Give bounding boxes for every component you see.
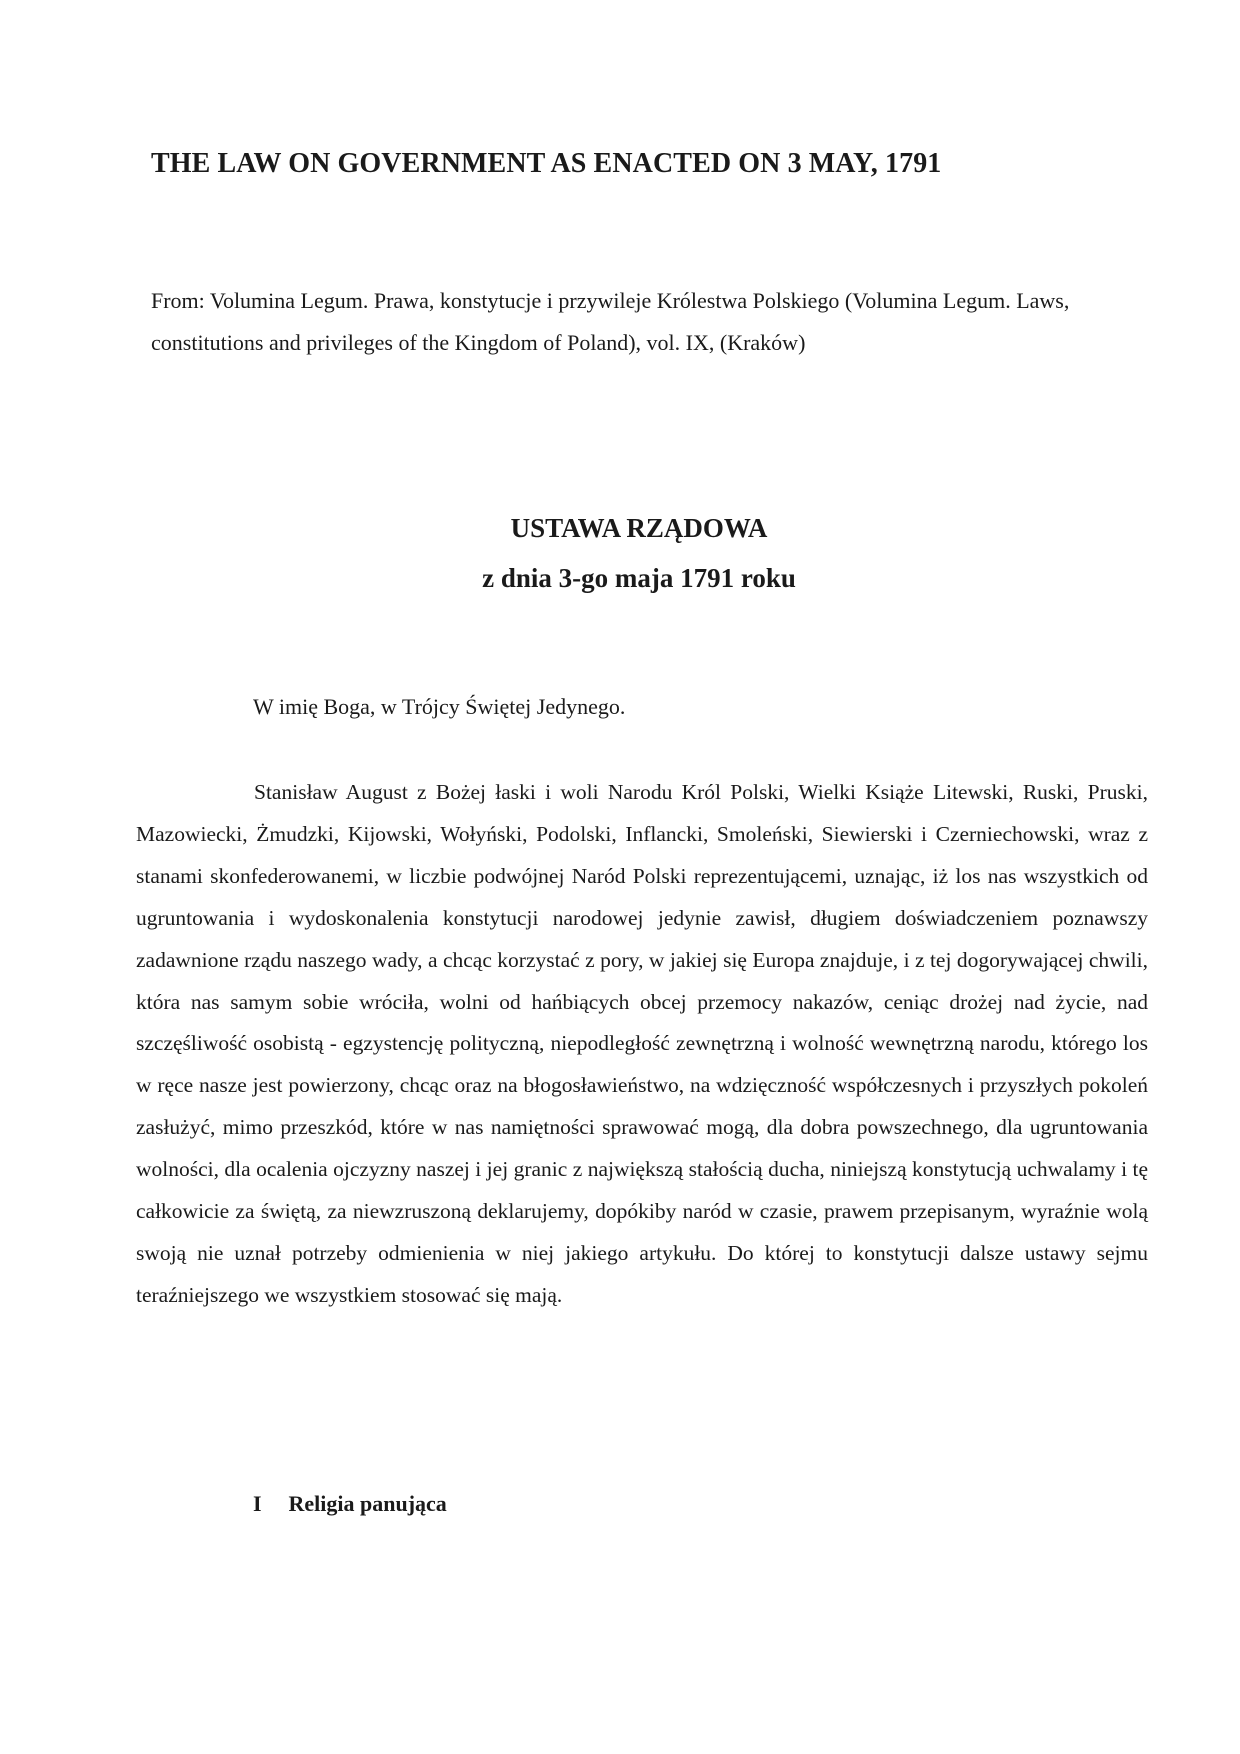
section-heading [253, 1491, 447, 1517]
law-date: z dnia 3-go maja 1791 roku [482, 563, 796, 593]
source-citation: From: Volumina Legum. Prawa, konstytucje i przywileje Królestwa Polskiego (Volumina Legum. Laws, constitutions and privileges of the Kingdom of Poland), vol. IX, (Kraków) [151, 288, 1070, 355]
document-title: THE LAW ON GOVERNMENT AS ENACTED ON 3 MAY, 1791 [151, 148, 942, 179]
invocation: W imię Boga, w Trójcy Świętej Jedynego. [253, 694, 626, 719]
law-title: USTAWA RZĄDOWA [510, 513, 768, 543]
preamble-paragraph: Stanisław August z Bożej łaski i woli Narodu Król Polski, Wielki Książe Litewski, Ruski, Pruski, Mazowiecki, Żmudzki, Kijowski, Wołyński, Podolski, Inflancki, Smoleński, Siewierski i Czerniechowski, wraz z stanami skonfederowanemi, w liczbie podwójnej Naród Polski reprezentującemi, uznając, iż los nas wszystkich od ugruntowania i wydoskonalenia konstytucji narodowej jedynie zawisł, długiem doświadczeniem poznawszy zadawnione rządu naszego wady, a chcąc korzystać z pory, w jakiej się Europa znajduje, i z tej dogorywającej chwili, która nas samym sobie wróciła, wolni od hańbiących obcej przemocy nakazów, ceniąc drożej nad życie, nad szczęśliwość osobistą - egzystencję polityczną, niepodległość zewnętrzną i wolność wewnętrzną narodu, którego los w ręce nasze jest powierzony, chcąc oraz na błogosławieństwo, na wdzięczność współczesnych i przyszłych pokoleń zasłużyć, mimo przeszkód, które w nas namiętności sprawować mogą, dla dobra powszechnego, dla ugruntowania wolności, dla ocalenia ojczyzny naszej i jej granic z największą stałością ducha, niniejszą konstytucją uchwalamy i tę całkowicie za świętą, za niewzruszoną deklarujemy, dopókiby naród w czasie, prawem przepisanym, wyraźnie wolą swoją nie uznał potrzeby odmienienia w niej jakiego artykułu. Do której to konstytucji dalsze ustawy sejmu teraźniejszego we wszystkiem stosować się mają. [136, 780, 1148, 1307]
section-title: Religia panująca [288, 1491, 447, 1516]
section-number: I [253, 1491, 262, 1516]
